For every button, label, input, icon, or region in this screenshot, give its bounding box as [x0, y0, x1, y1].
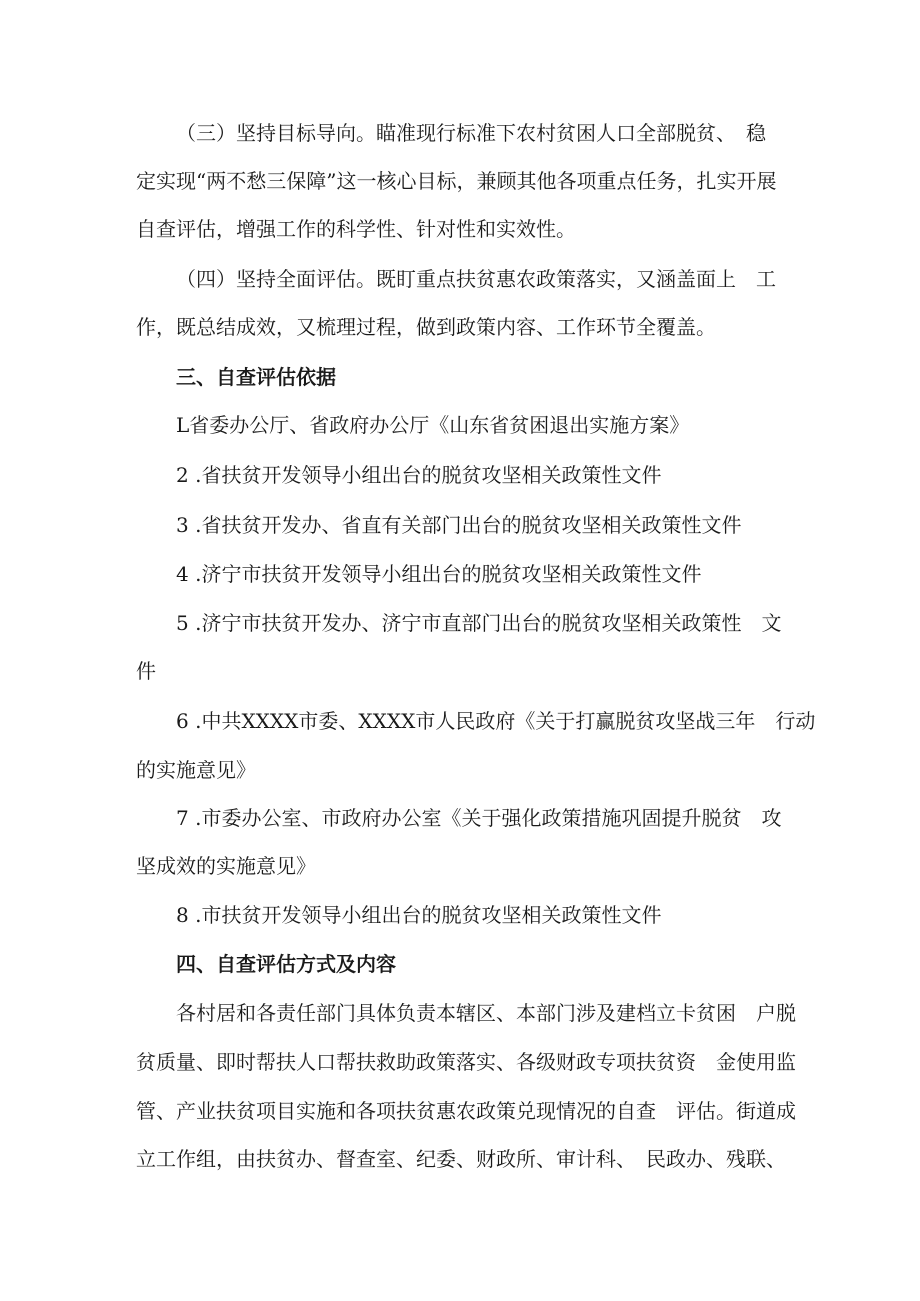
basis-item-2: 2 .省扶贫开发领导小组出台的脱贫攻坚相关政策性文件: [176, 463, 662, 487]
basis-item-6-line-2: 的实施意见》: [136, 758, 256, 782]
paragraph-3-line-2: 定实现“两不愁三保障”这一核心目标，兼顾其他各项重点任务，扎实开展: [136, 169, 777, 193]
section-four-heading: 四、自查评估方式及内容: [176, 952, 396, 976]
basis-item-8: 8 .市扶贫开发领导小组出台的脱贫攻坚相关政策性文件: [176, 903, 662, 927]
basis-item-7-line-2: 坚成效的实施意见》: [136, 854, 316, 878]
section-four-body-line-4: 立工作组，由扶贫办、督查室、纪委、财政所、审计科、 民政办、残联、: [136, 1147, 786, 1171]
paragraph-3-line-1: （三）坚持目标导向。瞄准现行标准下农村贫困人口全部脱贫、 稳: [176, 121, 766, 145]
basis-item-3: 3 .省扶贫开发办、省直有关部门出台的脱贫攻坚相关政策性文件: [176, 513, 742, 537]
paragraph-4-line-2: 作，既总结成效，又梳理过程，做到政策内容、工作环节全覆盖。: [136, 315, 716, 339]
section-four-body-line-1: 各村居和各责任部门具体负责本辖区、本部门涉及建档立卡贫困 户脱: [176, 1001, 796, 1025]
basis-item-6-line-1: 6 .中共XXXX市委、XXXX市人民政府《关于打赢脱贫攻坚战三年 行动: [176, 709, 816, 733]
section-four-body-line-2: 贫质量、即时帮扶人口帮扶救助政策落实、各级财政专项扶贫资 金使用监: [136, 1050, 796, 1074]
basis-item-7-line-1: 7 .市委办公室、市政府办公室《关于强化政策措施巩固提升脱贫 攻: [176, 806, 782, 830]
basis-item-5-line-2: 件: [136, 659, 156, 683]
paragraph-3-line-3: 自查评估，增强工作的科学性、针对性和实效性。: [136, 217, 576, 241]
section-three-heading: 三、自查评估依据: [176, 365, 336, 389]
basis-item-4: 4 .济宁市扶贫开发领导小组出台的脱贫攻坚相关政策性文件: [176, 562, 702, 586]
basis-item-1: L省委办公厅、省政府办公厅《山东省贫困退出实施方案》: [176, 413, 690, 437]
section-four-body-line-3: 管、产业扶贫项目实施和各项扶贫惠农政策兑现情况的自查 评估。街道成: [136, 1099, 796, 1123]
basis-item-5-line-1: 5 .济宁市扶贫开发办、济宁市直部门出台的脱贫攻坚相关政策性 文: [176, 611, 782, 635]
paragraph-4-line-1: （四）坚持全面评估。既盯重点扶贫惠农政策落实，又涵盖面上 工: [176, 267, 776, 291]
